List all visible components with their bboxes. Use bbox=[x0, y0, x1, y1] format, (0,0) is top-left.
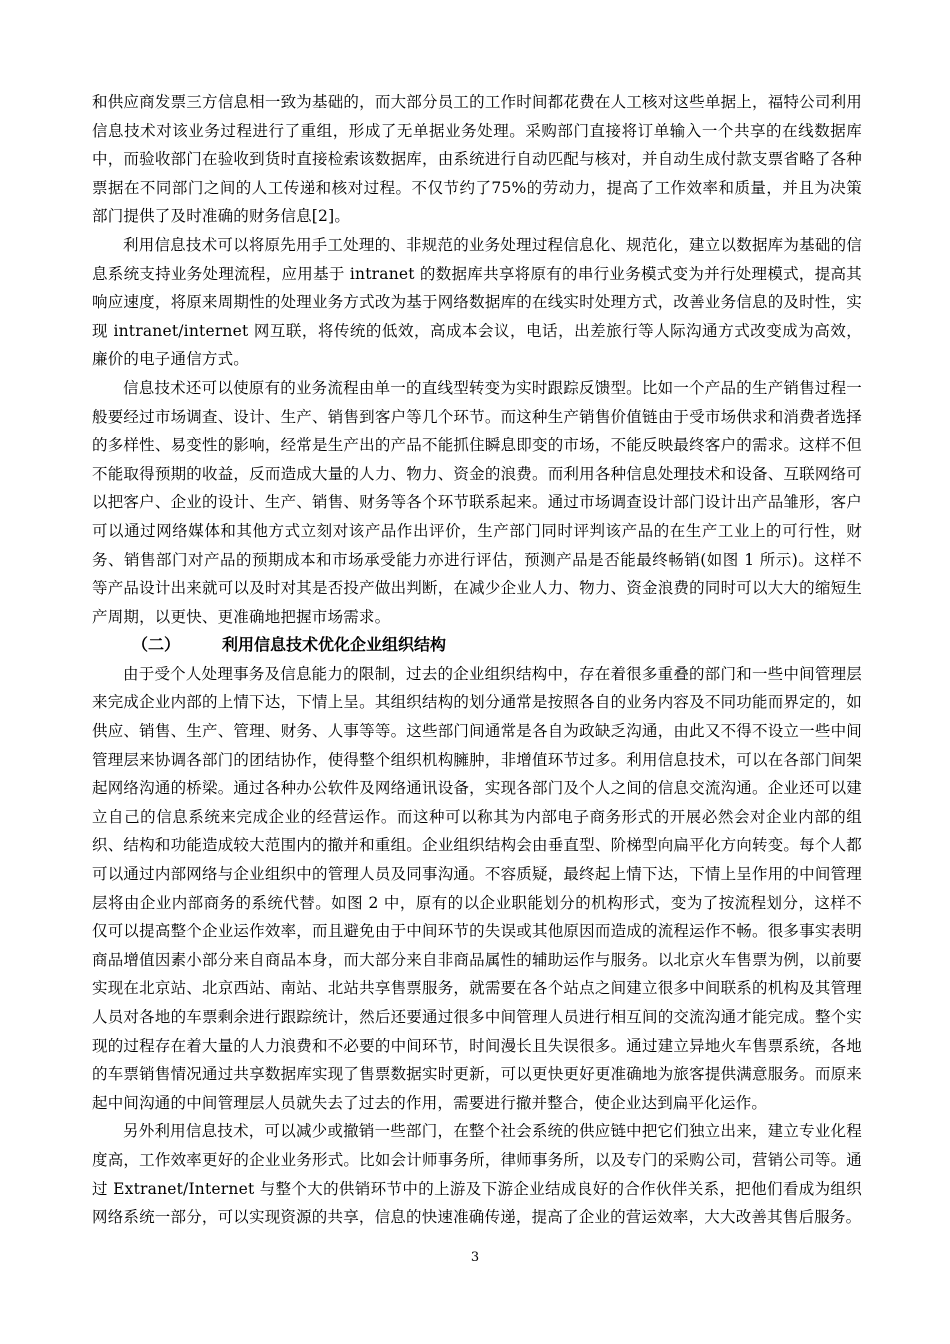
document-page bbox=[92, 88, 862, 1232]
paragraph-database-process: 利用信息技术可以将原先用手工处理的、非规范的业务处理过程信息化、规范化，建立以数据库为基础的信息系统支持业务处理流程，应用基于 intranet 的数据库共享将原有的串行业务模式变为并行处理模式，提高其响应速度，将原来周期性的处理业务方式改为基于网络数据库的在线实时处理方式，改善业务信息的及时性，实现 intranet/internet 网互联，将传统的低效，高成本会议，电话，出差旅行等人际沟通方式改变成为高效，廉价的电子通信方式。 bbox=[92, 235, 862, 369]
section-heading-number: （二） bbox=[132, 635, 181, 655]
section-heading bbox=[92, 631, 862, 660]
page-number: 3 bbox=[470, 1250, 480, 1265]
paragraph-organization-structure: 由于受个人处理事务及信息能力的限制，过去的企业组织结构中，存在着很多重叠的部门和一些中间管理层来完成企业内部的上情下达，下情上呈。其组织结构的划分通常是按照各自的业务内容及不同功能而界定的，如供应、销售、生产、管理、财务、人事等等。这些部门间通常是各自为政缺乏沟通，由此又不得不设立一些中间管理层来协调各部门的团结协作，使得整个组织机构臃肿，非增值环节过多。利用信息技术，可以在各部门间架起网络沟通的桥梁。通过各种办公软件及网络通讯设备，实现各部门及个人之间的信息交流沟通。企业还可以建立自己的信息系统来完成企业的经营运作。而这种可以称其为内部电子商务形式的开展必然会对企业内部的组织、结构和功能造成较大范围内的撤并和重组。企业组织结构会由垂直型、阶梯型向扁平化方向转变。每个人都可以通过内部网络与企业组织中的管理人员及同事沟通。不容质疑，最终起上情下达，下情上呈作用的中间管理层将由企业内部商务的系统代替。如图 2 中，原有的以企业职能划分的机构形式，变为了按流程划分，这样不仅可以提高整个企业运作效率，而且避免由于中间环节的失误或其他原因而造成的流程运作不畅。很多事实表明商品增值因素小部分来自商品本身，而大部分来自非商品属性的辅助运作与服务。以北京火车售票为例，以前要实现在北京站、北京西站、南站、北站共享售票服务，就需要在各个站点之间建立很多中间联系的机构及其管理人员对各地的车票剩余进行跟踪统计，然后还要通过很多中间管理人员进行相互间的交流沟通才能完成。整个实现的过程存在着大量的人力浪费和不必要的中间环节，时间漫长且失误很多。通过建立异地火车售票系统，各地的车票销售情况通过共享数据库实现了售票数据实时更新，可以更快更好更准确地为旅客提供满意服务。而原来起中间沟通的中间管理层人员就失去了过去的作用，需要进行撤并整合，使企业达到扁平化运作。 bbox=[92, 664, 862, 1112]
paragraph-feedback-process: 信息技术还可以使原有的业务流程由单一的直线型转变为实时跟踪反馈型。比如一个产品的生产销售过程一般要经过市场调查、设计、生产、销售到客户等几个环节。而这种生产销售价值链由于受市场供求和消费者选择的多样性、易变性的影响，经常是生产出的产品不能抓住瞬息即变的市场，不能反映最终客户的需求。这样不但不能取得预期的收益，反而造成大量的人力、物力、资金的浪费。而利用各种信息处理技术和设备、互联网络可以把客户、企业的设计、生产、销售、财务等各个环节联系起来。通过市场调查设计部门设计出产品雏形，客户可以通过网络媒体和其他方式立刻对该产品作出评价，生产部门同时评判该产品的在生产工业上的可行性，财务、销售部门对产品的预期成本和市场承受能力亦进行评估，预测产品是否能最终畅销(如图 1 所示)。这样不等产品设计出来就可以及时对其是否投产做出判断，在减少企业人力、物力、资金浪费的同时可以大大的缩短生产周期，以更快、更准确地把握市场需求。 bbox=[92, 378, 862, 626]
paragraph-ford-case: 和供应商发票三方信息相一致为基础的，而大部分员工的工作时间都花费在人工核对这些单据上，福特公司利用信息技术对该业务过程进行了重组，形成了无单据业务处理。采购部门直接将订单输入一个共享的在线数据库中，而验收部门在验收到货时直接检索该数据库，由系统进行自动匹配与核对，并自动生成付款支票省略了各种票据在不同部门之间的人工传递和核对过程。不仅节约了75%的劳动力，提高了工作效率和质量，并且为决策部门提供了及时准确的财务信息[2]。 bbox=[92, 93, 862, 226]
section-heading-title: 利用信息技术优化企业组织结构 bbox=[222, 635, 447, 655]
paragraph-outsourcing: 另外利用信息技术，可以减少或撤销一些部门，在整个社会系统的供应链中把它们独立出来，建立专业化程度高，工作效率更好的企业业务形式。比如会计师事务所，律师事务所，以及专门的采购公司，营销公司等。通过 Extranet/Internet 与整个大的供销环节中的上游及下游企业结成良好的合作伙伴关系，把他们看成为组织网络系统一部分，可以实现资源的共享，信息的快速准确传递，提高了企业的营运效率，大大改善其售后服务。 bbox=[92, 1122, 862, 1227]
